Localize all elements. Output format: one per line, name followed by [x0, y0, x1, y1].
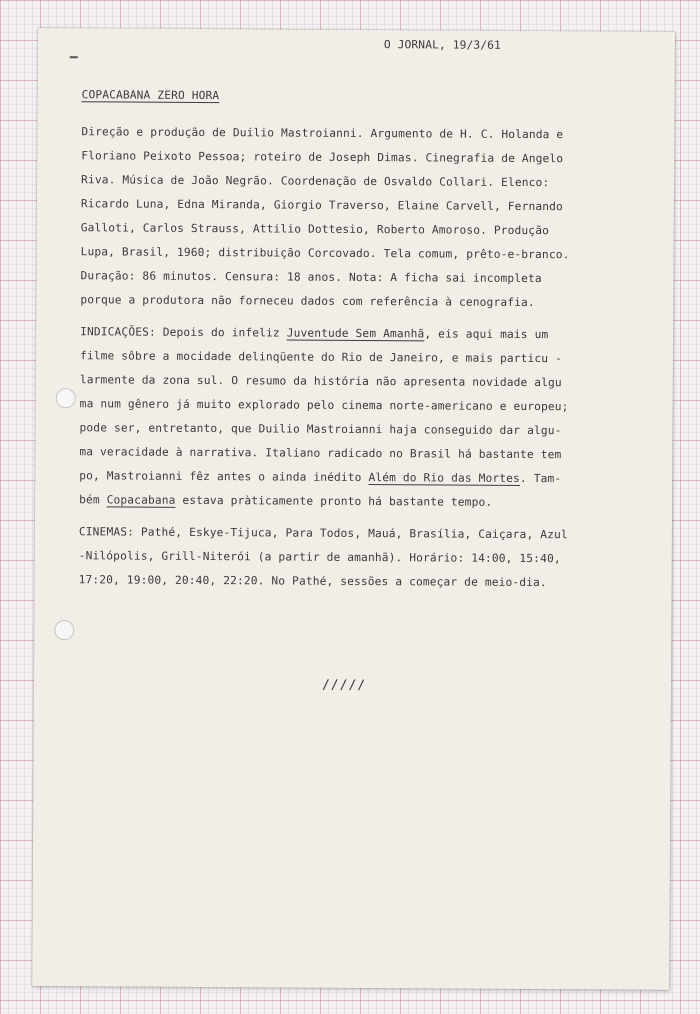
indicacoes-line: pode ser, entretanto, que Duilio Mastroianni haja conseguido dar algu-	[79, 421, 562, 438]
indicacoes-text: . Tam-	[519, 471, 562, 486]
credits-line: Floriano Peixoto Pessoa; roteiro de Joseph Dimas. Cinegrafia de Angelo	[81, 149, 564, 166]
credits-line: Galloti, Carlos Strauss, Attilio Dottesio, Roberto Amoroso. Produção	[80, 221, 550, 238]
punch-hole	[54, 620, 74, 640]
indicacoes-text: estava pràticamente pronto há bastante tempo.	[175, 493, 493, 509]
indicacoes-line	[79, 488, 649, 515]
credits-line: porque a produtora não forneceu dados com referência à cenografia.	[80, 293, 535, 310]
indicacoes-text: , eis aqui mais um	[424, 327, 549, 342]
indicacoes-line	[79, 464, 649, 491]
film-title-reference: Juventude Sem Amanhã	[286, 326, 425, 341]
indicacoes-line: ma veracidade à narrativa. Italiano radicado no Brasil há bastante tem	[79, 445, 562, 462]
indicacoes-line: larmente da zona sul. O resumo da história não apresenta novidade algu	[79, 373, 562, 390]
cinemas-paragraph	[79, 520, 649, 595]
indicacoes-text: po, Mastroianni fêz antes o ainda inédito	[79, 469, 369, 485]
credits-line: Direção e produção de Duilio Mastroianni. Argumento de H. C. Holanda e	[81, 125, 564, 142]
indicacoes-text: INDICAÇÕES: Depois do infeliz	[80, 325, 287, 340]
article-title: COPACABANA ZERO HORA	[81, 88, 220, 103]
margin-mark	[70, 56, 78, 58]
indicacoes-paragraph	[79, 320, 650, 515]
credits-line: Ricardo Luna, Edna Miranda, Giorgio Traverso, Elaine Carvell, Fernando	[80, 197, 563, 214]
credits-line: Duração: 86 minutos. Censura: 18 anos. Nota: A ficha sai incompleta	[80, 269, 542, 286]
cinemas-line: 17:20, 19:00, 20:40, 22:20. No Pathé, sessões a começar de meio-dia.	[78, 573, 547, 590]
punch-hole	[56, 388, 76, 408]
indicacoes-line: filme sôbre a mocidade delinqüente do Rio de Janeiro, e mais particu -	[79, 349, 563, 366]
indicacoes-line: ma num gênero já muito explorado pelo cinema norte-americano e europeu;	[79, 397, 569, 414]
cinemas-line: -Nilópolis, Grill-Niterói (a partir de amanhã). Horário: 14:00, 15:40,	[78, 549, 561, 566]
credits-line: Lupa, Brasil, 1960; distribuição Corcovado. Tela comum, prêto-e-branco.	[80, 245, 570, 262]
credits-line: Riva. Música de João Negrão. Coordenação de Osvaldo Collari. Elenco:	[81, 173, 550, 190]
typewritten-page	[32, 28, 675, 990]
cinemas-line: CINEMAS: Pathé, Eskye-Tijuca, Para Todos, Mauá, Brasília, Caiçara, Azul	[78, 525, 568, 542]
film-title-reference: Copacabana	[106, 493, 176, 507]
end-mark: /////	[321, 677, 367, 694]
film-title-reference: Além do Rio das Mortes	[368, 471, 520, 485]
indicacoes-text: bém	[79, 493, 107, 507]
indicacoes-line	[80, 320, 650, 347]
source-date: O JORNAL, 19/3/61	[383, 38, 502, 52]
credits-paragraph	[80, 120, 651, 315]
